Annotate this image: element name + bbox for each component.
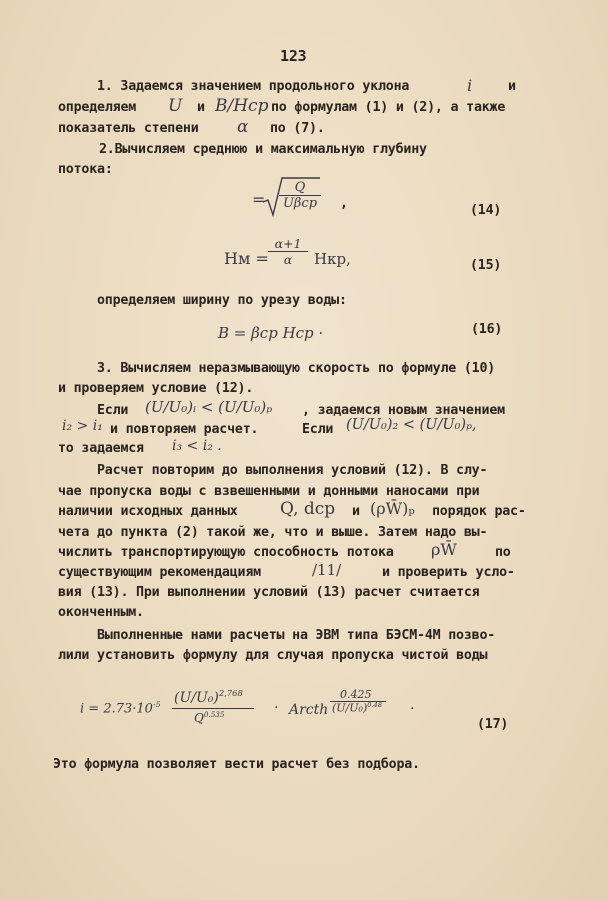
eq17-denominator-2: (U/U₀) (332, 701, 368, 715)
eq17-period: . (410, 697, 415, 713)
eq14-tag: (14) (470, 203, 502, 218)
p4-line3-end: , задаемся новым значением (302, 403, 505, 418)
p1-line1: 1. Задаемся значением продольного уклона (97, 79, 410, 94)
p5-line3-end: порядок рас- (432, 504, 526, 519)
eq15-rhs: Hкр, (314, 250, 351, 268)
eq16-tag: (16) (471, 322, 503, 337)
p5-line7: вия (13). При выполнении условий (13) расчет считается (58, 585, 480, 600)
p4-line5-start: то задаемся (58, 441, 144, 456)
eq15-tag: (15) (470, 258, 502, 273)
reference-11: /11/ (312, 561, 342, 579)
p4-line4-start: и повторяем расчет. (110, 422, 259, 437)
p2-line1: 2.Вычисляем среднюю и максимальную глубину (99, 142, 427, 157)
p1-line2-start: определяем (58, 100, 137, 115)
condition-1: (U/U₀)ᵢ < (U/U₀)ₚ (145, 398, 273, 416)
eq17-arcth: Arcth (289, 702, 329, 718)
eq17-numerator-exp: 2,768 (218, 688, 243, 698)
eq17-dot: · (274, 700, 279, 716)
p5-line1: Расчет повторим до выполнения условий (12). В слу- (97, 463, 488, 478)
eq17-denominator-2-exp: 0.48 (367, 701, 382, 709)
eq14-fraction (279, 180, 321, 211)
p5-line5-start: числить транспортирующую способность потока (58, 545, 394, 560)
p5-line6-end: и проверить усло- (382, 565, 515, 580)
eq17-denominator-1: Q (194, 711, 204, 726)
symbol-pw-p: (ρW̄)ₚ (370, 499, 415, 518)
eq17-den2 (332, 701, 382, 715)
eq17-numerator-2: 0.425 (340, 688, 372, 701)
eq17-numerator-1: (U/U₀) (174, 689, 219, 706)
symbol-alpha: α (237, 117, 249, 137)
p4-line3-start: Если (97, 403, 129, 418)
p4-line1: 3. Вычисляем неразмывающую скорость по формуле (10) (97, 361, 496, 376)
eq14-numerator: Q (279, 180, 321, 196)
p1-line2-and: и (197, 100, 205, 115)
p1-line3-start: показатель степени (58, 121, 199, 136)
p7-text: Это формула позволяет вести расчет без подбора. (53, 757, 420, 772)
eq17-den1 (194, 710, 224, 725)
eq17-exponent: -5 (152, 700, 161, 709)
p5-line5-end: по (495, 545, 511, 560)
eq17-tag: (17) (477, 717, 509, 732)
p5-line4: чета до пункта (2) такой же, что и выше. Затем надо вы- (58, 525, 488, 540)
eq17-denominator-exp: 0.535 (203, 710, 225, 719)
symbol-b-over-h: B/Hcp (215, 96, 269, 116)
p5-line8: оконченным. (58, 605, 144, 620)
condition-3: (U/U₀)₂ < (U/U₀)ₚ, (346, 417, 477, 433)
p4-line4-if: Если (302, 422, 334, 437)
eq17-num1 (174, 688, 243, 706)
p5-line2: чае пропуска воды с взвешенными и донными наносами при (58, 484, 480, 499)
p5-line3-and: и (352, 504, 360, 519)
eq14-equals: = (252, 190, 266, 209)
symbol-q-dcp: Q, dcp (280, 499, 336, 519)
condition-2: i₂ > i₁ (62, 418, 103, 434)
eq15-fraction (268, 236, 308, 267)
eq15-denominator: α (283, 252, 293, 267)
page-number: 123 (280, 47, 307, 65)
p2-line2: потока: (58, 162, 113, 177)
symbol-pw: ρW̄ (431, 540, 457, 559)
p6-line2: лили установить формулу для случая пропуска чистой воды (58, 648, 488, 663)
condition-4: i₃ < i₂ . (172, 438, 222, 454)
p5-line3-start: наличии исходных данных (58, 504, 238, 519)
eq14-denominator: Uβcp (282, 196, 318, 211)
p5-line6-start: существующим рекомендациям (58, 565, 261, 580)
p4-line2: и проверяем условие (12). (58, 381, 254, 396)
eq17-lhs (80, 700, 161, 716)
p1-line3-end: по (7). (270, 121, 325, 136)
eq15-lhs: Hм = (224, 249, 269, 268)
p3-text: определяем ширину по урезу воды: (97, 293, 347, 308)
eq16-expr: B = βcp Hcp · (218, 324, 324, 342)
eq14-comma: , (340, 196, 348, 211)
p6-line1: Выполненные нами расчеты на ЭВМ типа БЭСМ-4М позво- (97, 628, 496, 643)
p1-line1-end: и (508, 79, 516, 94)
eq17-coefficient: i = 2.73·10 (80, 701, 153, 717)
eq15-numerator: α+1 (268, 236, 308, 252)
symbol-i: i (467, 76, 473, 95)
p1-line2-end: по формулам (1) и (2), а также (271, 100, 506, 115)
symbol-u: U (168, 96, 183, 116)
